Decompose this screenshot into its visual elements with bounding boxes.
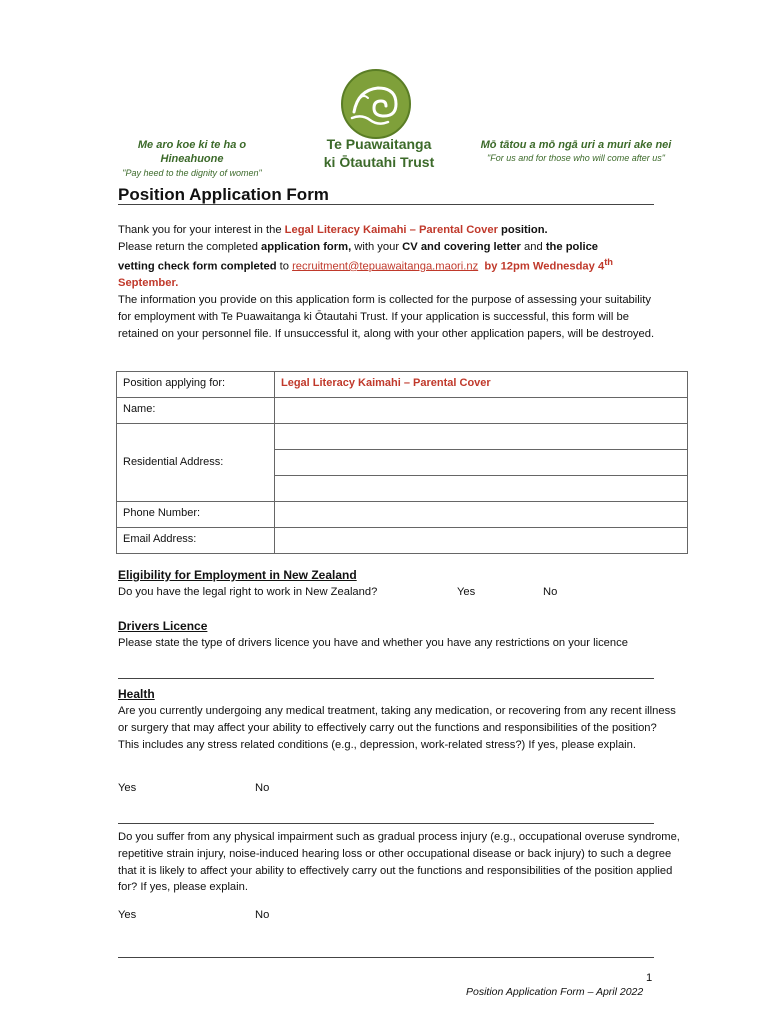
phone-field[interactable] — [275, 502, 688, 528]
health-section — [118, 685, 678, 753]
position-name: Legal Literacy Kaimahi – Parental Cover — [284, 224, 498, 236]
intro-line3 — [118, 256, 658, 276]
title-divider — [118, 204, 654, 205]
drivers-answer-line[interactable] — [118, 678, 654, 679]
address-field-line3[interactable] — [275, 476, 688, 502]
page-title: Position Application Form — [118, 185, 329, 204]
drivers-section — [118, 617, 678, 652]
intro-text-span: application form, — [261, 240, 352, 253]
intro-line1 — [118, 222, 658, 239]
email-field[interactable] — [275, 528, 688, 554]
health-q2-yes-option[interactable]: Yes — [118, 909, 137, 921]
intro-text-span: with your — [351, 240, 403, 253]
address-field-line1[interactable] — [275, 424, 688, 450]
deadline-text: by 12pm Wednesday 4 — [484, 260, 605, 273]
koru-logo-icon — [340, 68, 412, 140]
trust-logo — [340, 68, 412, 140]
intro-text-span: and — [520, 240, 546, 253]
eligibility-yes-option[interactable]: Yes — [457, 586, 476, 598]
intro-text-span: the police — [545, 240, 599, 253]
intro-text-span: th — [604, 256, 614, 267]
intro-text-span: CV and covering letter — [402, 240, 521, 253]
right-motto — [476, 138, 676, 165]
recruitment-email-link[interactable]: recruitment@tepuawaitanga.maori.nz — [292, 260, 479, 273]
left-motto — [107, 138, 277, 179]
name-label: Name: — [117, 398, 275, 424]
intro-line2 — [118, 239, 658, 256]
deadline-month: September. — [118, 277, 179, 290]
eligibility-no-option[interactable]: No — [543, 586, 558, 598]
health-q1-no-option[interactable]: No — [255, 782, 270, 794]
intro-text-span: vetting check form completed — [118, 260, 277, 273]
address-field-line2[interactable] — [275, 450, 688, 476]
intro-text — [118, 222, 658, 342]
intro-text-span: position. — [497, 224, 548, 236]
phone-label: Phone Number: — [117, 502, 275, 528]
eligibility-title: Eligibility for Employment in New Zealand — [118, 568, 357, 582]
email-label: Email Address: — [117, 528, 275, 554]
table-row — [117, 502, 688, 528]
health-title: Health — [118, 687, 155, 701]
right-motto-text: Mō tātou a mō ngā uri a muri ake nei — [480, 139, 672, 151]
health-q1-yes-option[interactable]: Yes — [118, 782, 137, 794]
eligibility-question: Do you have the legal right to work in New Zealand? — [118, 586, 378, 598]
table-row — [117, 398, 688, 424]
health-question-2: Do you suffer from any physical impairment such as gradual process injury (e.g., occupational overuse syndrome, repetitive strain injury, noise-induced hearing loss or other occupational disease or back injury) to such a degree that it is likely to affect your ability to effectively carry out the functions and responsibilities of the position applied for? If yes, please explain. — [118, 831, 680, 894]
intro-text-span: Thank you for your interest in the — [118, 224, 285, 236]
drivers-question: Please state the type of drivers licence you have and whether you have any restrictions on your licence — [118, 637, 628, 649]
left-motto-text: Me aro koe ki te ha o Hineahuone — [137, 139, 247, 166]
page-number: 1 — [646, 972, 653, 984]
health-q1-answer-line[interactable] — [118, 823, 654, 824]
intro-text-span: to — [276, 260, 293, 273]
intro-text-span: Please return the completed — [118, 240, 262, 253]
drivers-title: Drivers Licence — [118, 619, 208, 633]
address-label: Residential Address: — [117, 424, 275, 502]
left-motto-translation: "Pay heed to the dignity of women" — [122, 167, 262, 178]
position-value[interactable]: Legal Literacy Kaimahi – Parental Cover — [275, 372, 688, 398]
applicant-details-table — [116, 371, 688, 554]
privacy-statement: The information you provide on this application form is collected for the purpose of assessing your suitability for employment with Te Puawaitanga ki Ōtautahi Trust. If your application is successful, this form will be retained on your personnel file. If unsuccessful it, along with your other application papers, will be destroyed. — [118, 293, 655, 340]
org-name-line1: Te Puawaitanga — [326, 136, 432, 152]
table-row — [117, 424, 688, 450]
health-q2-no-option[interactable]: No — [255, 909, 270, 921]
health-question-1: Are you currently undergoing any medical treatment, taking any medication, or recovering from any recent illness or surgery that may affect your ability to effectively carry out the functions and responsibilities of the position? This includes any stress related conditions (e.g., depression, work-related stress?) If yes, please explain. — [118, 705, 676, 751]
eligibility-section — [118, 566, 678, 602]
position-label: Position applying for: — [117, 372, 275, 398]
right-motto-translation: "For us and for those who will come after us" — [487, 153, 665, 164]
footer-doc-label: Position Application Form – April 2022 — [466, 986, 644, 998]
table-row — [117, 528, 688, 554]
eligibility-question-row — [118, 584, 678, 602]
health-q2-answer-line[interactable] — [118, 957, 654, 958]
table-row — [117, 372, 688, 398]
name-field[interactable] — [275, 398, 688, 424]
org-name — [315, 136, 443, 171]
org-name-line2: ki Ōtautahi Trust — [323, 153, 435, 170]
